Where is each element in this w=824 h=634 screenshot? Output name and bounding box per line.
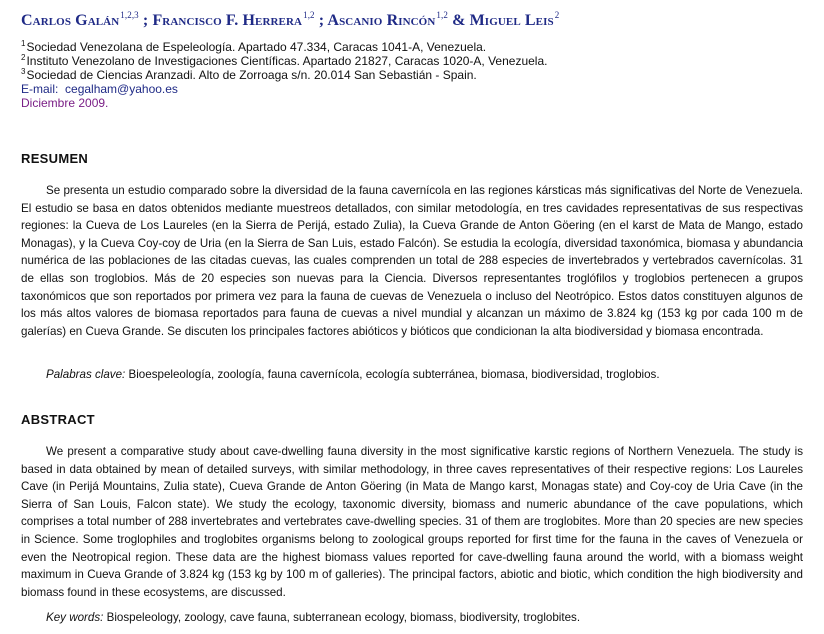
author-name: Ascanio Rincón (327, 12, 436, 29)
keywords-label: Palabras clave: (46, 368, 126, 381)
affiliation (21, 53, 547, 68)
author-separator: ; (142, 12, 149, 29)
author-affiliation-marker: 1,2,3 (120, 10, 139, 20)
keywords-label: Key words: (46, 611, 104, 624)
keywords-es (46, 368, 660, 381)
author-name: Francisco F. Herrera (152, 12, 303, 29)
author-ampersand: & (452, 12, 466, 29)
affiliation (21, 39, 486, 54)
contact-email (21, 82, 178, 96)
author-separator: ; (318, 12, 325, 29)
keywords-text: Bioespeleología, zoología, fauna cavernícola, ecología subterránea, biomasa, biodiversidad, troglobios. (128, 368, 660, 381)
affiliation-number: 2 (21, 53, 26, 62)
affiliation (21, 67, 477, 82)
resumen-body: Se presenta un estudio comparado sobre la diversidad de la fauna cavernícola en las regiones kársticas más significativas del Norte de Venezuela. El estudio se basa en datos obtenidos mediante muestreos detallados, con similar metodología, en tres cavidades representativas de sus respectivas regiones: la Cueva de Los Laureles (en la Sierra de Perijá, estado Zulia), la Cueva Grande de Anton Göering (en el karst de Mata de Mango, estado Monagas), y la Cueva Coy-coy de Uria (en la Sierra de San Luis, estado Falcón). Se estudia la ecología, diversidad taxonómica, biomasa y abundancia numérica de las poblaciones de las citadas cuevas, las cuales comprenden un total de 288 especies de invertebrados y vertebrados cavernícolas. 31 de ellas son troglobios. Más de 20 especies son nuevas para la Ciencia. Diversos representantes troglófilos y troglobios pertenecen a grupos taxonómicos que son reportados por primera vez para la fauna de cuevas de Venezuela o incluso del Neotrópico. Estos datos constituyen algunos de los más altos valores de biomasa reportados para fauna de cuevas a nivel mundial y alcanzan un máximo de 3.824 kg (153 kg por cada 100 m de galerías) en Cueva Grande. Se discuten los principales factores abióticos y bióticos que condicionan la alta biodiversidad y biomasa encontrada. (21, 184, 803, 338)
resumen-heading: RESUMEN (21, 151, 89, 166)
affiliation-text: Instituto Venezolano de Investigaciones Científicas. Apartado 21827, Caracas 1020-A, Venezuela. (26, 54, 548, 68)
author-line (21, 10, 559, 30)
affiliation-text: Sociedad Venezolana de Espeleología. Apartado 47.334, Caracas 1041-A, Venezuela. (26, 40, 487, 54)
abstract-body: We present a comparative study about cave-dwelling fauna diversity in the most significative karstic regions of Northern Venezuela. The study is based in data obtained by mean of detailed surveys, with similar methodology, in three caves representatives of their respective regions: Los Laureles Cave (in Perijá Mountains, Zulia state), Cueva Grande de Anton Göering (in Mata de Mango karst, Monagas state) and Coy-coy de Uria Cave (in the Sierra of San Louis, Falcon state). We study the ecology, taxonomic diversity, biomass and numeric abundance of the cave populations, which comprises a total number of 288 invertebrates and vertebrates cave-dwelling species. 31 of them are troglobites. More than 20 species are new species in Science. Some troglophiles and troglobites organisms belong to zoological groups reported for first time for the fauna in the caves of Venezuela or even the Neotropical region. These data are the highest biomass values reported for cave-dwelling fauna around the world, with a biomass weight maximum in Cueva Grande of 3.824 kg (153 kg by 100 m of galleries). The principal factors, abiotic and biotic, which condition the high biodiversity and biomass found in these ecosystems, are discussed. (21, 445, 803, 599)
affiliation-text: Sociedad de Ciencias Aranzadi. Alto de Zorroaga s/n. 20.014 San Sebastián - Spain. (26, 68, 477, 82)
email-link[interactable]: cegalham@yahoo.es (65, 82, 178, 96)
author-affiliation-marker: 1,2 (436, 10, 448, 20)
affiliation-number: 1 (21, 39, 26, 48)
keywords-text: Biospeleology, zoology, cave fauna, subterranean ecology, biomass, biodiversity, troglobites. (106, 611, 581, 624)
author-name: Carlos Galán (21, 12, 120, 29)
author-affiliation-marker: 1,2 (303, 10, 315, 20)
affiliation-number: 3 (21, 67, 26, 76)
abstract-heading: ABSTRACT (21, 412, 95, 427)
publication-date: Diciembre 2009. (21, 96, 109, 110)
keywords-en (46, 611, 580, 624)
author-name: Miguel Leis (469, 12, 554, 29)
email-label: E-mail: (21, 82, 59, 96)
author-affiliation-marker: 2 (554, 10, 560, 20)
